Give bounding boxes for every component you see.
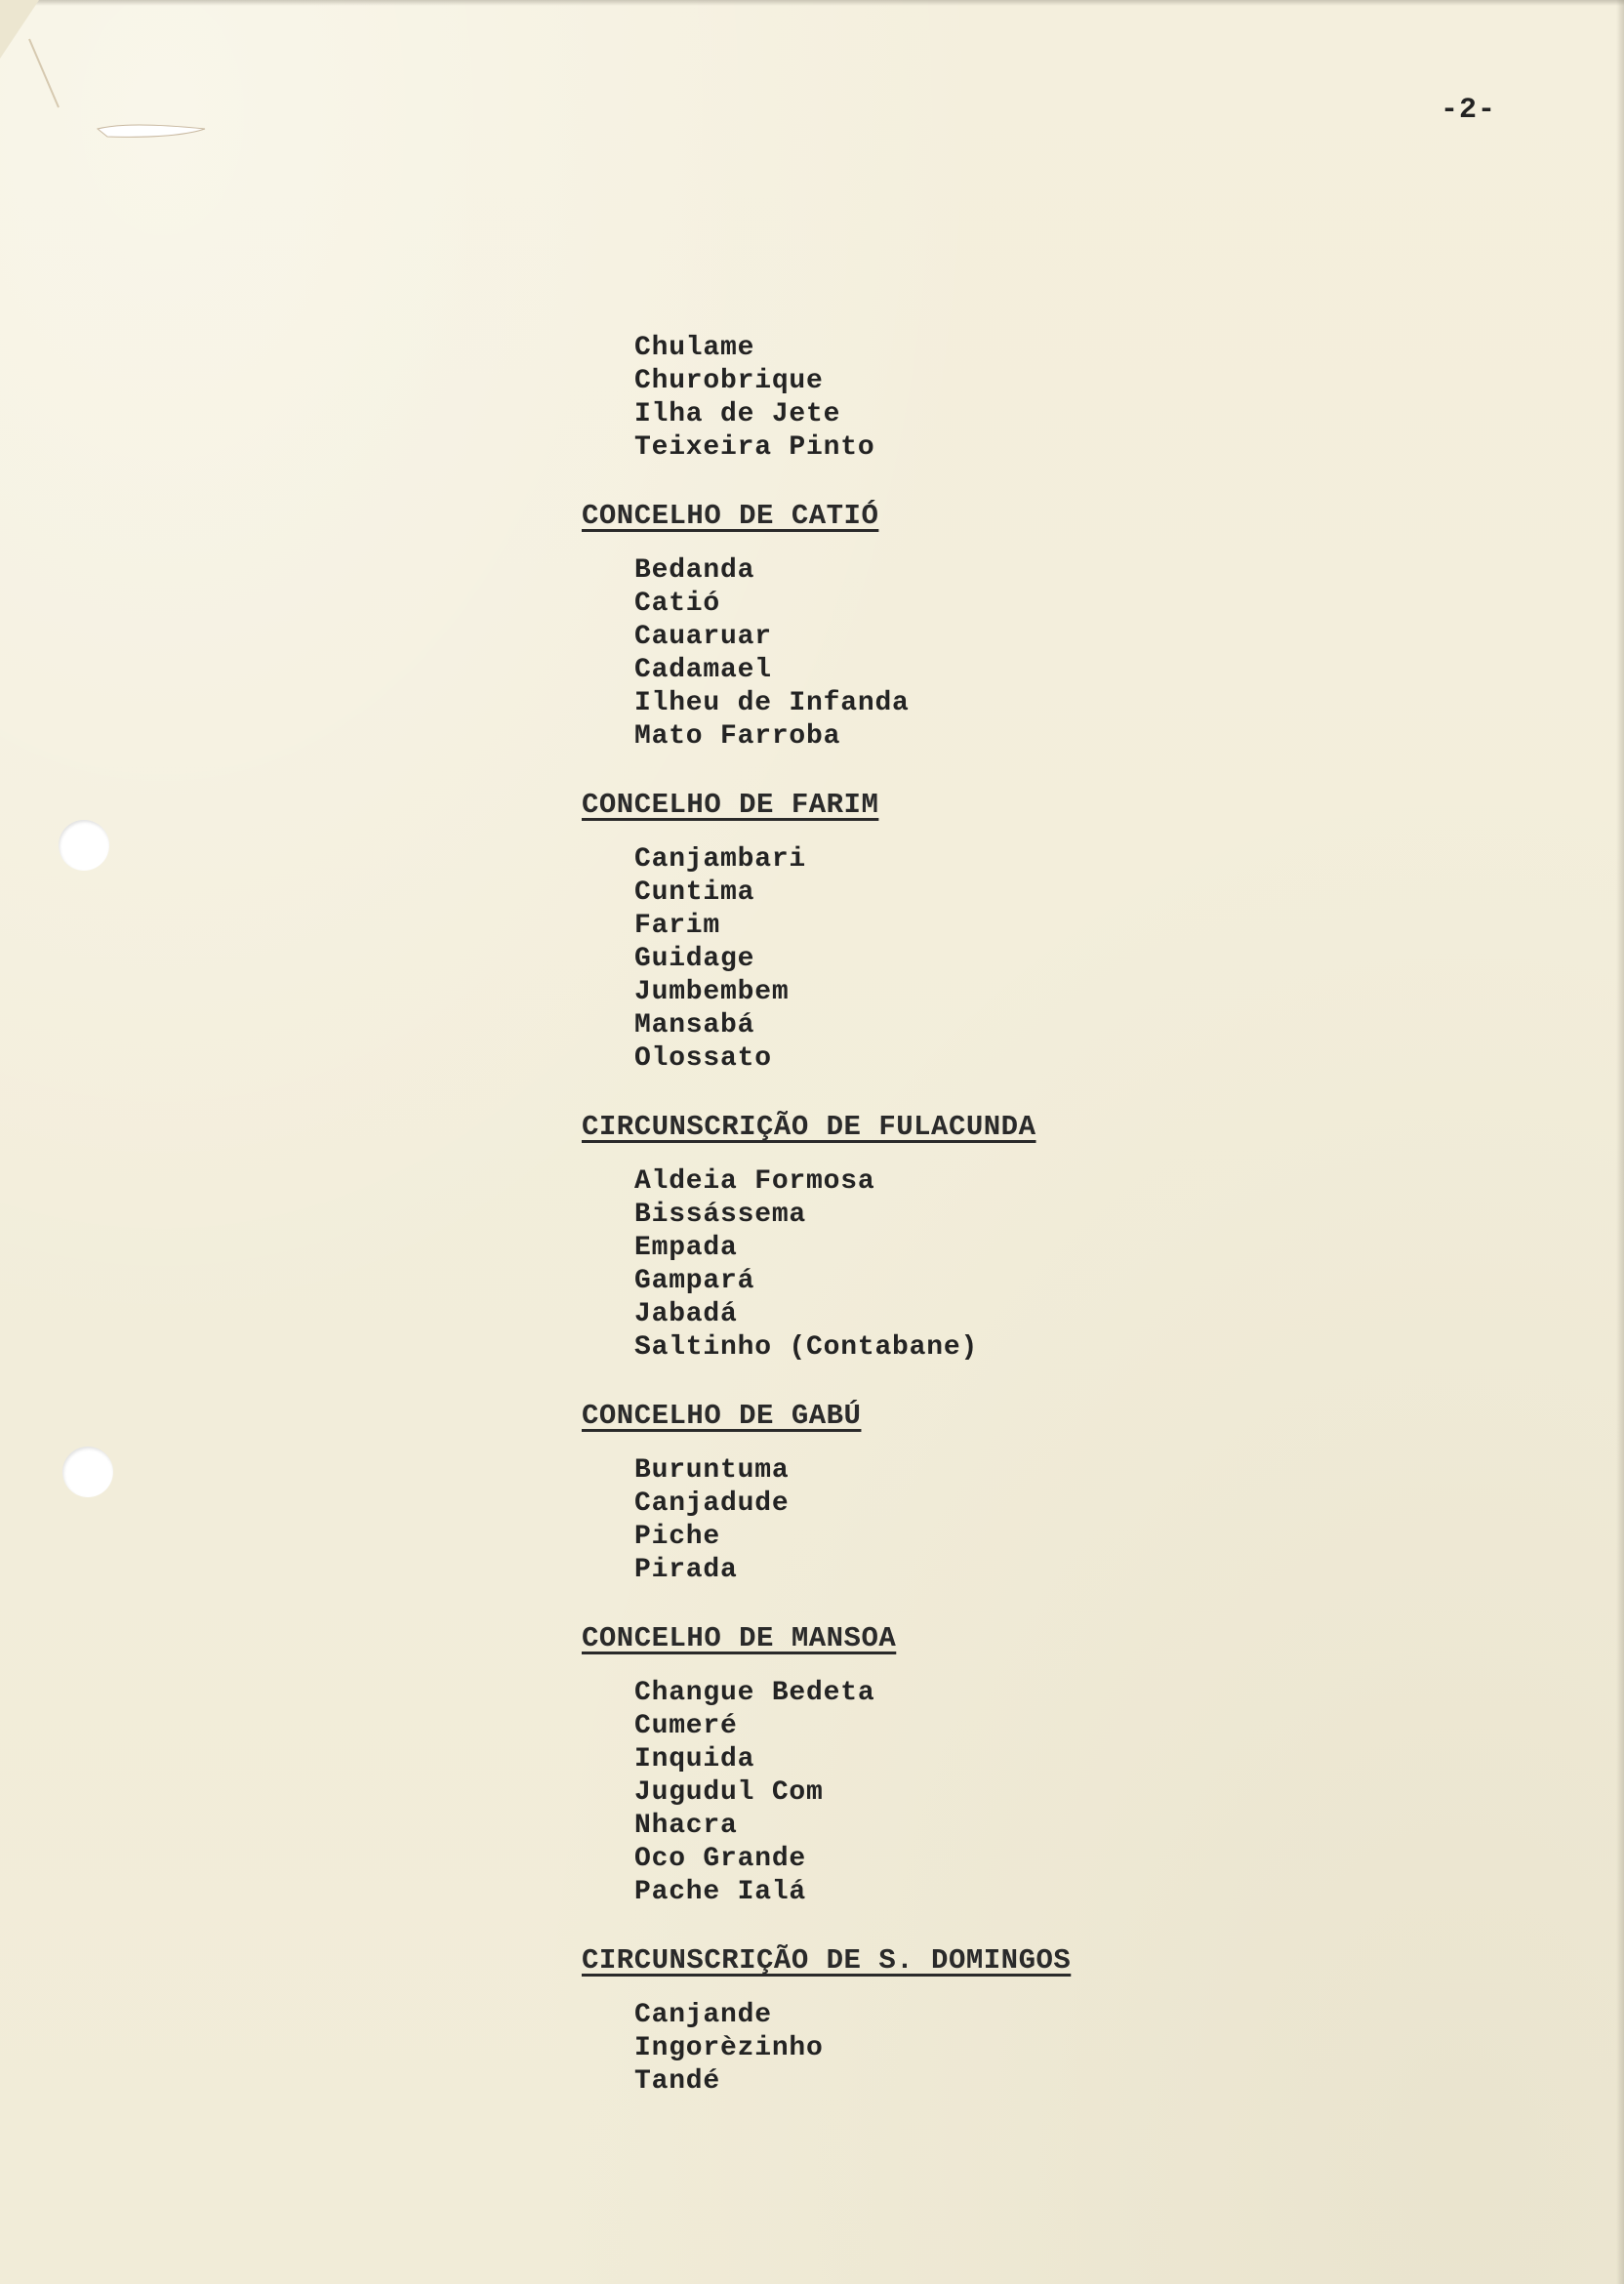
punch-hole-bottom <box>62 1447 113 1497</box>
list-item: Jugudul Com <box>634 1777 824 1808</box>
intro-place-list <box>582 332 1460 465</box>
place-list <box>582 1454 1460 1587</box>
list-item: Mansabá <box>634 1010 755 1040</box>
list-item: Nhacra <box>634 1811 738 1841</box>
page-number: -2- <box>1441 94 1497 127</box>
section-heading: CIRCUNSCRIÇÃO DE FULACUNDA <box>582 1111 1036 1143</box>
section-catio <box>582 465 1460 754</box>
list-item: Ingorèzinho <box>634 2033 824 2063</box>
list-item: Inquida <box>634 1744 755 1774</box>
section-heading: CONCELHO DE CATIÓ <box>582 500 879 532</box>
list-item: Bedanda <box>634 555 755 586</box>
place-list <box>582 554 1460 754</box>
list-item: Pirada <box>634 1555 738 1585</box>
list-item: Saltinho (Contabane) <box>634 1332 979 1363</box>
list-item: Canjambari <box>634 844 807 875</box>
list-item: Bissássema <box>634 1200 807 1230</box>
list-item: Cuntima <box>634 877 755 908</box>
list-item: Churobrique <box>634 366 824 396</box>
list-item: Pache Ialá <box>634 1877 807 1907</box>
section-s-domingos <box>582 1909 1460 2099</box>
section-heading: CIRCUNSCRIÇÃO DE S. DOMINGOS <box>582 1944 1072 1977</box>
section-fulacunda <box>582 1076 1460 1365</box>
section-heading: CONCELHO DE GABÚ <box>582 1400 862 1432</box>
list-item: Cumeré <box>634 1711 738 1741</box>
punch-hole-top <box>59 820 109 871</box>
place-list <box>582 843 1460 1076</box>
list-item: Buruntuma <box>634 1455 790 1486</box>
list-item: Guidage <box>634 944 755 974</box>
list-item: Chulame <box>634 333 755 363</box>
list-item: Jumbembem <box>634 977 790 1007</box>
section-mansoa <box>582 1587 1460 1909</box>
list-item: Tandé <box>634 2066 721 2097</box>
list-item: Empada <box>634 1233 738 1263</box>
list-item: Cauaruar <box>634 622 772 652</box>
document-body <box>582 332 1460 2099</box>
list-item: Oco Grande <box>634 1844 807 1874</box>
list-item: Gampará <box>634 1266 755 1296</box>
place-list <box>582 1677 1460 1909</box>
list-item: Mato Farroba <box>634 721 841 752</box>
place-list <box>582 1999 1460 2099</box>
place-list <box>582 1165 1460 1365</box>
list-item: Teixeira Pinto <box>634 432 875 463</box>
list-item: Canjadude <box>634 1489 790 1519</box>
list-item: Ilheu de Infanda <box>634 688 910 718</box>
list-item: Changue Bedeta <box>634 1678 875 1708</box>
list-item: Jabadá <box>634 1299 738 1329</box>
list-item: Piche <box>634 1522 721 1552</box>
list-item: Canjande <box>634 2000 772 2030</box>
list-item: Aldeia Formosa <box>634 1166 875 1197</box>
paper-top-edge <box>0 0 1624 6</box>
section-gabu <box>582 1365 1460 1587</box>
list-item: Cadamael <box>634 655 772 685</box>
list-item: Catió <box>634 589 721 619</box>
section-heading: CONCELHO DE MANSOA <box>582 1622 897 1654</box>
list-item: Farim <box>634 911 721 941</box>
section-farim <box>582 754 1460 1076</box>
torn-corner-mark <box>0 0 234 195</box>
section-heading: CONCELHO DE FARIM <box>582 789 879 821</box>
list-item: Ilha de Jete <box>634 399 841 429</box>
list-item: Olossato <box>634 1043 772 1074</box>
paper-right-edge <box>1616 0 1624 2284</box>
